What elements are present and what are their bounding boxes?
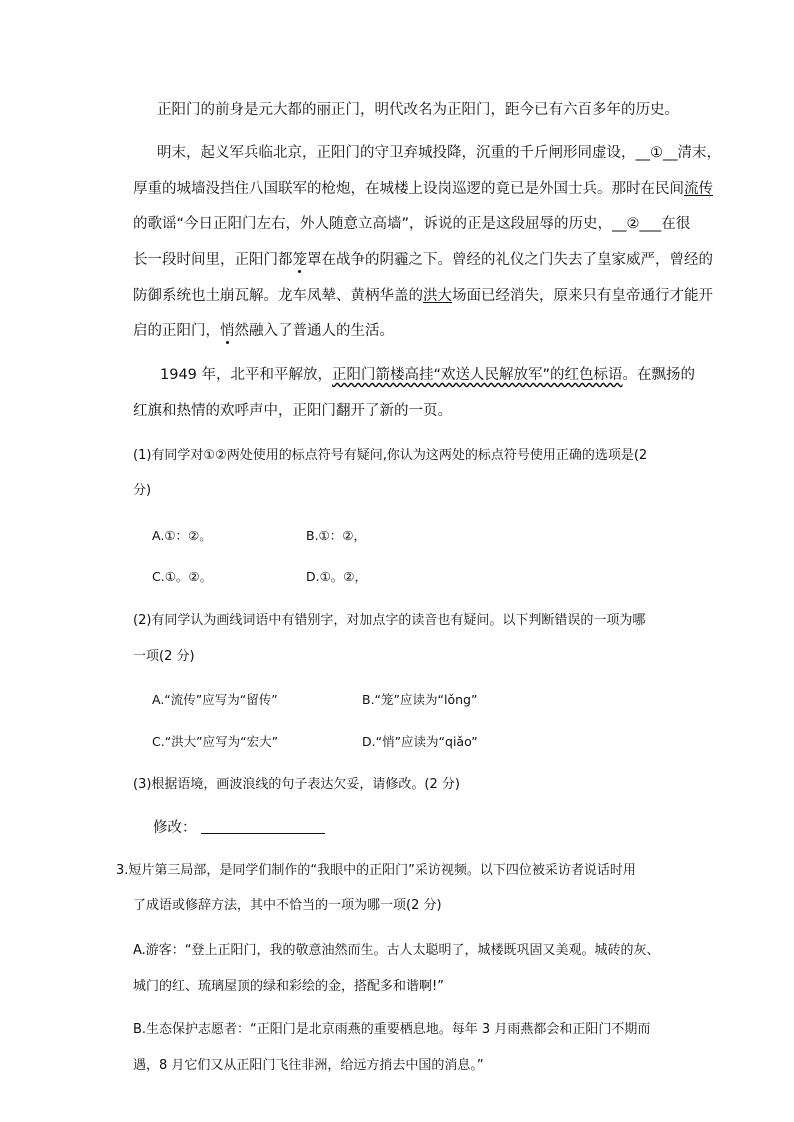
text: 罩在战争的阴霾之下。曾经的礼仪之门失去了皇家威严，曾经的 (307, 252, 713, 268)
underlined-word-liuchuan: 流传 (684, 181, 713, 197)
passage-p2-line3 (133, 214, 690, 234)
text: 明末，起义军兵临北京，正阳门的守卫弃城投降，沉重的千斤闸形同虚设， (157, 145, 636, 161)
text: 。在飘扬的 (622, 367, 696, 383)
passage-p2-line4 (133, 250, 713, 270)
question3-stem-line1: 3.短片第三局部，是同学们制作的“我眼中的正阳门”采访视频。以下四位被采访者说话时用 (116, 863, 636, 878)
blank-2: __②___ (612, 216, 662, 232)
q2-stem-line1: (2)有同学认为画线词语中有错别字，对加点字的读音也有疑问。以下判断错误的一项为哪 (133, 613, 646, 628)
text: 启的正阳门， (133, 323, 220, 339)
wavy-sentence: 正阳门箭楼高挂“欢送人民解放军”的红色标语 (332, 367, 623, 383)
passage-p3-line1 (160, 365, 695, 385)
passage-p1: 正阳门的前身是元大都的丽正门，明代改名为正阳门，距今已有六百多年的历史。 (157, 102, 679, 118)
question3-stem-line2: 了成语或修辞方法，其中不恰当的一项为哪一项(2 分) (133, 898, 442, 913)
text: 清末， (677, 145, 721, 161)
text: 在很 (661, 216, 691, 232)
passage-p2-line6 (133, 321, 394, 341)
dotted-char-long: 笼 (292, 252, 307, 268)
text: 防御系统也土崩瓦解。龙车凤辇、黄柄华盖的 (133, 288, 423, 304)
question3-option-a-line2: 城门的红、琉璃屋顶的绿和彩绘的金，搭配多和谐啊!” (133, 979, 444, 994)
q2-option-c: C.“洪大”应写为“宏大” (152, 734, 279, 749)
dotted-char-qiao: 悄 (220, 323, 235, 339)
passage-p2-line2 (133, 179, 713, 199)
question3-option-b-line2: 遇，8 月它们又从正阳门飞往非洲，给远方捎去中国的消息。” (133, 1058, 484, 1073)
answer-blank[interactable] (201, 819, 325, 834)
q1-stem-line2: 分) (133, 483, 152, 498)
q2-option-d: D.“悄”应读为“qiǎo” (362, 734, 478, 749)
q1-option-b: B.①：②， (306, 528, 366, 543)
q3-stem: (3)根据语境，画波浪线的句子表达欠妥，请修改。(2 分) (133, 777, 460, 792)
underlined-word-hongda: 洪大 (423, 288, 452, 304)
text: 长一段时间里，正阳门都 (133, 252, 293, 268)
q1-stem-line1: (1)有同学对①②两处使用的标点符号有疑问,你认为这两处的标点符号使用正确的选项是(2 (133, 448, 648, 463)
q2-option-a: A.“流传”应写为“留传” (152, 692, 278, 707)
q2-stem-line2: 一项(2 分) (133, 649, 195, 664)
question3-option-a-line1: A.游客：“登上正阳门，我的敬意油然而生。古人太聪明了，城楼既巩固又美观。城砖的灰、 (133, 943, 660, 958)
text: 然融入了普通人的生活。 (234, 323, 394, 339)
q1-option-c: C.①。②。 (152, 569, 213, 584)
question3-option-b-line1: B.生态保护志愿者：“正阳门是北京雨燕的重要栖息地。每年 3 月雨燕都会和正阳门不期而 (133, 1022, 651, 1037)
q1-option-d: D.①。②， (306, 569, 368, 584)
answer-label: 修改： (153, 820, 197, 836)
q1-option-a: A.①：②。 (152, 528, 212, 543)
passage-p2-line5 (133, 286, 713, 306)
text: 的歌谣“今日正阳门左右，外人随意立高墙”，诉说的正是这段屈辱的历史， (133, 216, 613, 232)
blank-1: __①__ (635, 145, 678, 161)
q2-option-b: B.“笼”应读为“lǒng” (362, 692, 478, 707)
q3-answer-line (153, 818, 325, 838)
text: 1949 年，北平和平解放， (160, 367, 333, 383)
text: 场面已经消失，原来只有皇帝通行才能开 (452, 288, 713, 304)
passage-p3-line2: 红旗和热情的欢呼声中，正阳门翻开了新的一页。 (133, 403, 452, 419)
passage-p2-line1 (157, 143, 721, 163)
text: 厚重的城墙没挡住八国联军的枪炮，在城楼上设岗巡逻的竟已是外国士兵。那时在民间 (133, 181, 684, 197)
